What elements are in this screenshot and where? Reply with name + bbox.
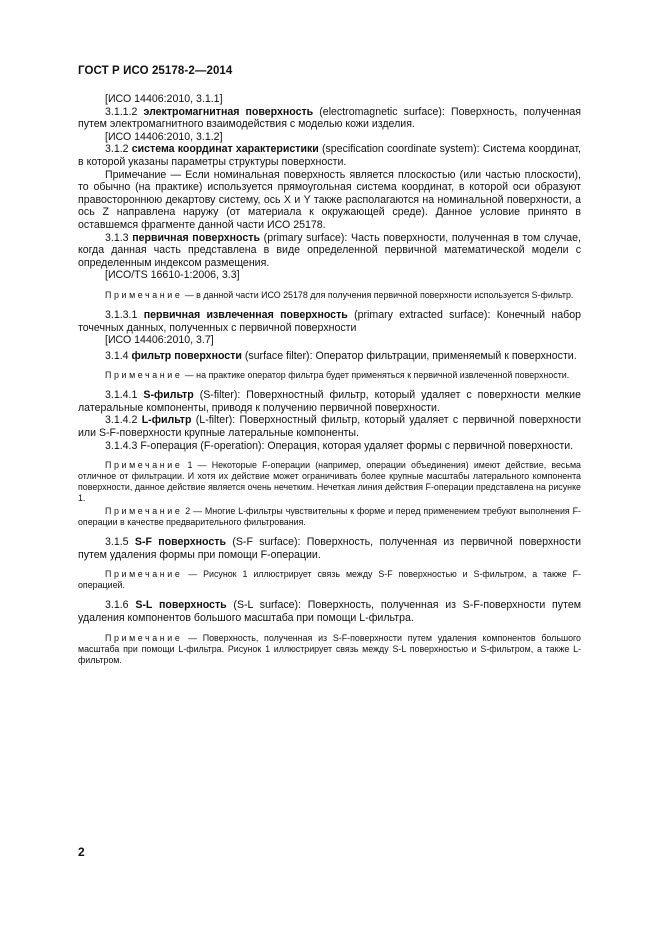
term-definition [78,536,581,561]
note-text: — Поверхность, полученная из S-F-поверхности путем удаления компонентов большого масштаба при помощи L-фильтра. Рисунок 1 иллюстрирует связь между S-L поверхностью и S-фильтром, а также L-фильтром. [78,632,581,665]
term-name: L-фильтр [141,414,192,427]
reference: [ИСО 14406:2010, 3.1.1] [105,93,223,105]
term-definition [78,414,581,439]
reference: [ИСО 14406:2010, 3.7] [105,334,214,347]
term-definition [78,389,581,414]
document-body [78,93,581,666]
definition-text: (primary extracted surface): Конечный набор точечных данных, полученных с первичной поверхности [78,308,581,334]
term-name: первичная поверхность [132,231,260,244]
note-text: 2 — Многие L-фильтры чувствительны к форме и перед применением требуют выполнения F-операции в качестве предварительного фильтрования. [78,506,581,528]
term-number: 3.1.5 [105,536,135,549]
note-label: Примечание [105,370,183,381]
note [78,633,581,666]
definition-text: (surface filter): Оператор фильтрации, применяемый к поверхности. [241,349,577,362]
term-number: 3.1.1.2 [105,105,144,118]
term-name: фильтр поверхности [131,349,242,362]
term-name: S-фильтр [143,389,194,402]
note [78,460,581,504]
term-number: 3.1.3 [105,231,133,244]
term-number: 3.1.4 [105,349,132,362]
note-label: Примечание [105,460,183,471]
term-number: 3.1.2 [105,143,132,156]
definition-text: (S-F surface): Поверхность, полученная из первичной поверхности путем удаления формы при помощи F-операции. [78,536,581,561]
term-number: 3.1.4.1 [105,389,144,402]
note [78,569,581,591]
term-name: первичная извлеченная поверхность [143,308,348,321]
term-name: S-F поверхность [134,536,226,549]
term-number: 3.1.3.1 [105,308,144,321]
term-name: электромагнитная поверхность [143,105,314,118]
reference: [ИСО/TS 16610-1:2006, 3.3] [105,269,240,282]
term-definition [78,350,581,363]
term-number: 3.1.6 [105,599,136,612]
term-name: S-L поверхность [135,599,227,612]
note-paragraph: Примечание — Если номинальная поверхность является плоскостью (или частью плоскости), то обычно (на практике) используется прямоугольная система координат, в которой оси образуют правостороннюю декартову систему, ось X и Y также располагаются на номинальной поверхности, а ось Z направлена наружу (от материала к окружающей среде). Данное условие принято в оставшемся фрагменте данной части ИСО 25178. [78,168,581,231]
definition-text: (specification coordinate system): Система координат, в которой указаны параметры структуры поверхности. [78,143,581,168]
document-header: ГОСТ Р ИСО 25178-2—2014 [78,65,233,77]
note-label: Примечание [105,569,183,580]
term-definition [78,232,581,270]
page-number: 2 [78,845,85,859]
term-definition [78,106,581,131]
note-text: — Рисунок 1 иллюстрирует связь между S-F поверхностью и S-фильтром, а также F-операцией. [78,569,581,591]
note-text: — на практике оператор фильтра будет применяться к первичной извлеченной поверхности. [182,370,570,381]
note-label: Примечание [105,289,183,300]
note [78,506,581,528]
note-text: 1 — Некоторые F-операции (например, операции объединения) имеют действие, весьма отличное от фильтрации. И хотя их действие может ограничивать более крупные масштабы латерального компонента поверхности, данное действие является очень нечетким. Нечеткая линия действия F-операции представлена на рисунке 1. [78,460,581,504]
definition-text: (electromagnetic surface): Поверхность, полученная путем электромагнитного взаимодействия с моделью кожи изделия. [78,105,581,131]
definition-text: (S-filter): Поверхностный фильтр, который удаляет с поверхности мелкие латеральные компоненты, приводя к получению первичной поверхности. [78,389,581,414]
note [78,290,581,301]
note [78,370,581,381]
note-text: — в данной части ИСО 25178 для получения первичной поверхности используется S-фильтр. [182,289,574,300]
note-label: Примечание [105,506,183,517]
term-name: система координат характеристики [131,143,319,156]
reference: [ИСО 14406:2010, 3.1.2] [105,130,223,143]
definition-text: (L-filter): Поверхностный фильтр, который удаляет с первичной поверхности или S-F-поверхности крупные латеральные компоненты. [78,414,581,440]
term-definition [78,143,581,168]
definition-text: (primary surface): Часть поверхности, полученная в том случае, когда данная часть представлена в виде определенной первичной математической модели с определенным индексом размещения. [78,231,581,269]
term-number: 3.1.4.2 [105,414,142,427]
term-definition [78,309,581,334]
definition-text: (S-L surface): Поверхность, полученная из S-F-поверхности путем удаления компонентов большого масштаба при помощи L-фильтра. [78,599,581,625]
note-label: Примечание [105,632,183,643]
term-definition [78,599,581,624]
term-definition: 3.1.4.3 F-операция (F-operation): Операция, которая удаляет формы с первичной поверхности. [105,439,574,452]
